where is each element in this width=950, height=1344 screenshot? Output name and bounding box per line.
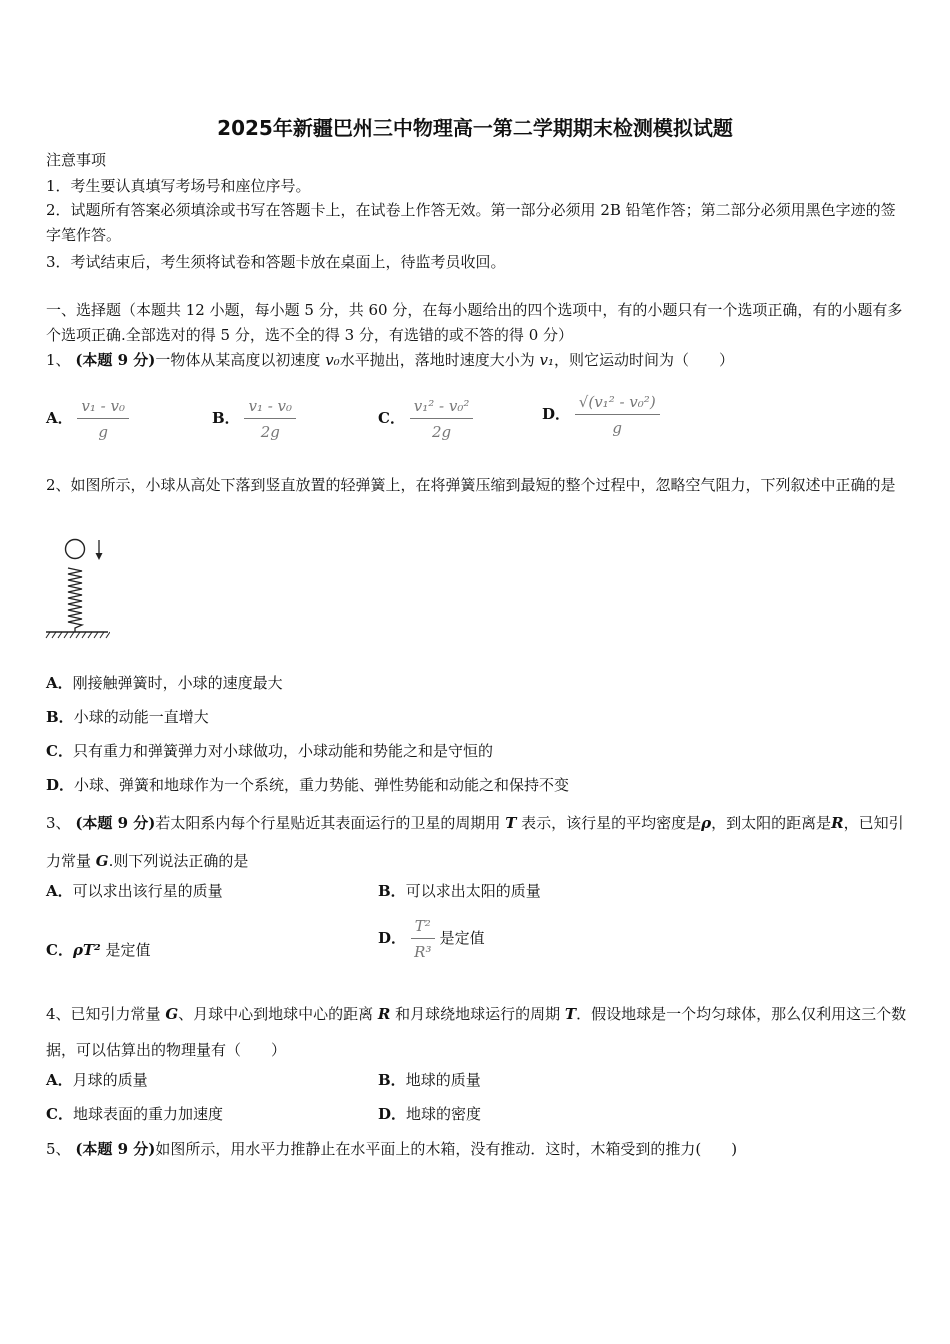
q2-option-c[interactable] (46, 741, 493, 761)
question-4 (46, 996, 908, 1068)
page-title: 2025年新疆巴州三中物理高一第二学期期末检测模拟试题 (217, 116, 733, 140)
q5-score: (本题 9 分) (75, 1140, 156, 1158)
q3-option-d-den: R³ (414, 943, 432, 961)
q1-option-a[interactable] (46, 396, 129, 442)
q2-option-d-label: D． (46, 776, 75, 794)
q1-option-a-label: A． (46, 409, 73, 427)
q1-option-c-num: v₁² - v₀² (410, 396, 474, 419)
q2-option-a-text: 刚接触弹簧时，小球的速度最大 (72, 674, 283, 692)
q1-option-c-label: C． (378, 409, 405, 427)
q1-option-d-label: D． (542, 405, 571, 423)
q3-score: (本题 9 分) (75, 814, 156, 832)
q4-option-a-text: 月球的质量 (72, 1071, 148, 1089)
q3-text-d: ，已知引力常量 (46, 814, 904, 870)
q1-option-b-den: 2g (260, 423, 280, 441)
question-1 (46, 350, 734, 370)
q1-option-c-formula (410, 396, 474, 442)
q1-score: (本题 9 分) (75, 351, 156, 369)
q2-option-c-text: 只有重力和弹簧弹力对小球做功，小球动能和势能之和是守恒的 (72, 742, 493, 760)
q3-option-c-text: 是定值 (100, 941, 151, 959)
q3-option-a-label: A． (46, 882, 73, 900)
q3-option-c-expr: ρT² (72, 941, 101, 959)
q1-option-d-den: g (612, 419, 623, 437)
q4-option-d[interactable] (378, 1104, 481, 1124)
q1-text-a: 一物体从某高度以初速度 (155, 351, 326, 369)
ball-icon (66, 540, 85, 559)
notice-item-2: 2．试题所有答案必须填涂或书写在答题卡上，在试卷上作答无效。第一部分必须用 2B 铅笔作答；第二部分必须用黑色字迹的签字笔作答。 (46, 201, 896, 244)
q1-option-a-num: v₁ - v₀ (77, 396, 129, 419)
q1-option-b-label: B． (212, 409, 240, 427)
q3-text-e: .则下列说法正确的是 (108, 852, 249, 870)
q1-v1: v₁ (539, 351, 554, 369)
notice-item-1: 1．考生要认真填写考场号和座位序号。 (46, 177, 311, 195)
q2-option-d[interactable] (46, 775, 569, 795)
q4-text-b: 、月球中心到地球中心的距离 (178, 1005, 378, 1023)
q3-text-b: 表示，该行星的平均密度是 (516, 814, 702, 832)
q1-option-b-formula (244, 396, 296, 442)
q3-option-a[interactable] (46, 881, 223, 901)
q2-option-b[interactable] (46, 707, 209, 727)
ball-spring-figure (44, 538, 110, 640)
q4-option-d-label: D． (378, 1105, 407, 1123)
q3-option-b-text: 可以求出太阳的质量 (405, 882, 541, 900)
question-3 (46, 804, 908, 880)
q4-text-a: 4、已知引力常量 (46, 1005, 166, 1023)
q3-G: G (95, 852, 109, 870)
q2-option-a-label: A． (46, 674, 73, 692)
q4-option-b-text: 地球的质量 (405, 1071, 481, 1089)
q4-option-b[interactable] (378, 1070, 481, 1090)
q3-option-b-label: B． (378, 882, 406, 900)
q1-option-b[interactable] (212, 396, 296, 442)
q3-option-d-text: 是定值 (434, 929, 485, 947)
q1-v0: v₀ (325, 351, 340, 369)
q3-T: T (505, 814, 517, 832)
q4-option-a[interactable] (46, 1070, 148, 1090)
q1-option-a-formula (77, 396, 129, 442)
q4-option-a-label: A． (46, 1071, 73, 1089)
q3-text-c: ，到太阳的距离是 (711, 814, 832, 832)
q4-T: T (564, 1005, 577, 1023)
q1-option-d-formula (575, 392, 660, 438)
notice-item-3: 3．考试结束后，考生须将试卷和答题卡放在桌面上，待监考员收回。 (46, 253, 506, 271)
q5-number: 5、 (46, 1140, 71, 1158)
q1-text-b: 水平抛出，落地时速度大小为 (339, 351, 540, 369)
q2-option-c-label: C． (46, 742, 73, 760)
q1-option-c-den: 2g (431, 423, 452, 441)
q4-R: R (377, 1005, 391, 1023)
q1-text-c: ，则它运动时间为（ ） (553, 351, 734, 369)
q4-G: G (165, 1005, 179, 1023)
q5-text: 如图所示，用水平力推静止在水平面上的木箱，没有推动．这时，木箱受到的推力( ) (155, 1140, 738, 1158)
q3-text-a: 若太阳系内每个行星贴近其表面运行的卫星的周期用 (155, 814, 506, 832)
q1-option-b-num: v₁ - v₀ (244, 396, 296, 419)
q2-option-d-text: 小球、弹簧和地球作为一个系统，重力势能、弹性势能和动能之和保持不变 (74, 776, 570, 794)
q2-option-b-text: 小球的动能一直增大 (73, 708, 209, 726)
q4-option-d-text: 地球的密度 (406, 1105, 482, 1123)
notice-heading: 注意事项 (46, 151, 107, 169)
q3-option-d-label: D． (378, 929, 407, 947)
q2-option-a[interactable] (46, 673, 283, 693)
q1-option-c[interactable] (378, 396, 473, 442)
q4-text-d: ．假设地球是一个均匀球体，那么仅利用这三个数据，可以估算出的物理量有（ ） (46, 1005, 907, 1059)
q3-option-d-num: T² (411, 916, 435, 939)
q4-text-c: 和月球绕地球运行的周期 (390, 1005, 565, 1023)
q3-option-c-label: C． (46, 941, 73, 959)
question-5 (46, 1139, 737, 1159)
q2-option-b-label: B． (46, 708, 74, 726)
q1-option-a-den: g (98, 423, 109, 441)
q3-number: 3、 (46, 814, 71, 832)
q3-option-b[interactable] (378, 881, 541, 901)
q3-R: R (831, 814, 844, 832)
q1-option-d[interactable] (542, 392, 660, 438)
q3-rho: ρ (701, 814, 712, 832)
spring-icon (68, 568, 82, 632)
q4-option-c-label: C． (46, 1105, 73, 1123)
q3-option-d-formula (411, 916, 435, 962)
q1-number: 1、 (46, 351, 71, 369)
q1-option-d-num: √(v₁² - v₀²) (575, 392, 660, 415)
q4-option-b-label: B． (378, 1071, 406, 1089)
ground-hatch (46, 632, 110, 638)
section-heading: 一、选择题（本题共 12 小题，每小题 5 分，共 60 分，在每小题给出的四个选项中，有的小题只有一个选项正确，有的小题有多个选项正确.全部选对的得 5 分，选不全的得 3 分，有选错的或不答的得 0 分） (46, 301, 903, 344)
question-2: 2、如图所示，小球从高处下落到竖直放置的轻弹簧上，在将弹簧压缩到最短的整个过程中，忽略空气阻力，下列叙述中正确的是 (46, 476, 896, 494)
q3-option-d[interactable] (378, 916, 485, 962)
q3-option-a-text: 可以求出该行星的质量 (72, 882, 223, 900)
q4-option-c-text: 地球表面的重力加速度 (72, 1105, 223, 1123)
q4-option-c[interactable] (46, 1104, 223, 1124)
q3-option-c[interactable] (46, 940, 150, 960)
